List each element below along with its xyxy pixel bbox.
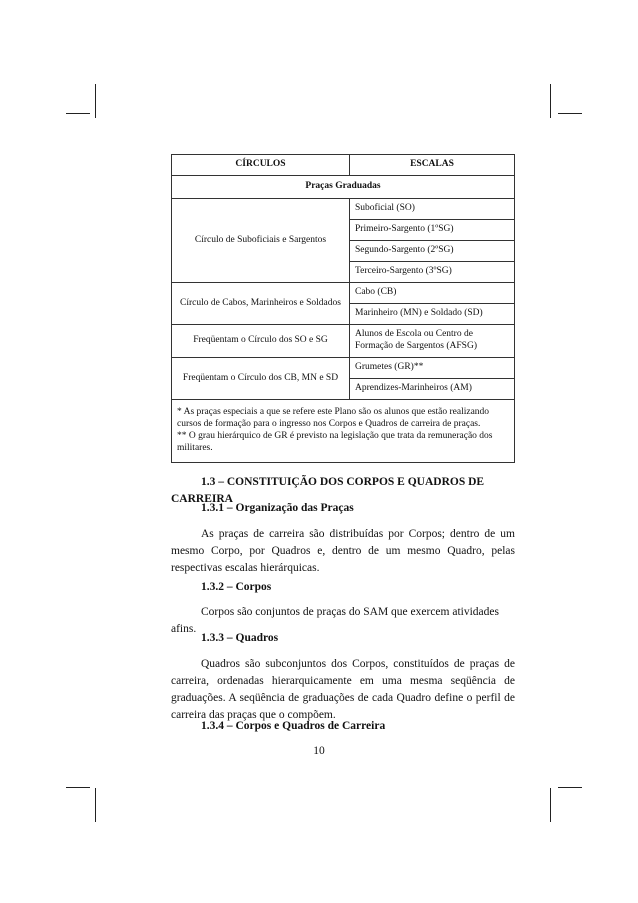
footnote-line: cursos de formação para o ingresso nos Corpos e Quadros de carreira de praças. [177, 419, 481, 430]
header-scales: ESCALAS [350, 155, 515, 176]
ranks-table [171, 154, 515, 463]
subsection-heading: 1.3.1 – Organização das Praças [201, 502, 354, 514]
table-row [172, 358, 515, 379]
scale-cell: Cabo (CB) [350, 283, 515, 304]
table-row [172, 283, 515, 304]
section-heading: 1.3 – CONSTITUIÇÃO DOS CORPOS E QUADROS DE CARREIRA [171, 476, 485, 505]
table-header-row [172, 155, 515, 176]
crop-mark [95, 788, 96, 822]
table-footnotes [172, 400, 515, 463]
paragraph: As praças de carreira são distribuídas por Corpos; dentro de um mesmo Corpo, por Quadros e, dentro de um mesmo Quadro, pelas respectivas escalas hierárquicas. [171, 528, 515, 574]
table-row [172, 199, 515, 220]
scale-cell: Aprendizes-Marinheiros (AM) [350, 379, 515, 400]
crop-mark [66, 113, 90, 114]
scale-cell: Grumetes (GR)** [350, 358, 515, 379]
crop-mark [66, 787, 90, 788]
footnote-line: ** O grau hierárquico de GR é previsto na legislação que trata da remuneração dos [177, 431, 493, 441]
crop-mark [95, 84, 96, 118]
table-subheader-row [172, 176, 515, 199]
footnote-line: militares. [177, 442, 213, 453]
page-number: 10 [313, 745, 325, 757]
subsection-heading: 1.3.3 – Quadros [201, 632, 279, 644]
table-row [172, 325, 515, 358]
scale-cell: Suboficial (SO) [350, 199, 515, 220]
paragraph: Corpos são conjuntos de praças do SAM que exercem atividades afins. [171, 606, 499, 635]
crop-mark [558, 113, 582, 114]
scale-cell: Primeiro-Sargento (1ºSG) [350, 220, 515, 241]
crop-mark [558, 787, 582, 788]
header-circles: CÍRCULOS [172, 155, 350, 176]
scale-cell: Terceiro-Sargento (3ºSG) [350, 262, 515, 283]
circle-cell: Círculo de Suboficiais e Sargentos [172, 199, 350, 283]
crop-mark [550, 788, 551, 822]
circle-cell: Freqüentam o Círculo dos SO e SG [172, 325, 350, 358]
scale-cell: Marinheiro (MN) e Soldado (SD) [350, 304, 515, 325]
subheader-graduated: Praças Graduadas [172, 176, 515, 199]
table-notes-row [172, 400, 515, 463]
crop-mark [550, 84, 551, 118]
scale-cell: Segundo-Sargento (2ºSG) [350, 241, 515, 262]
circle-cell: Círculo de Cabos, Marinheiros e Soldados [172, 283, 350, 325]
subsection-heading: 1.3.4 – Corpos e Quadros de Carreira [201, 720, 386, 732]
scale-cell: Alunos de Escola ou Centro de Formação de Sargentos (AFSG) [350, 325, 515, 358]
paragraph: Quadros são subconjuntos dos Corpos, constituídos de praças de carreira, ordenadas hierarquicamente em uma mesma seqüência de graduações. A seqüência de graduações de cada Quadro define o perfil de carreira das praças que o compõem. [171, 658, 515, 721]
subsection-heading: 1.3.2 – Corpos [201, 581, 272, 593]
footnote-line: * As praças especiais a que se refere este Plano são os alunos que estão realizando [177, 407, 490, 418]
circle-cell: Freqüentam o Círculo dos CB, MN e SD [172, 358, 350, 400]
